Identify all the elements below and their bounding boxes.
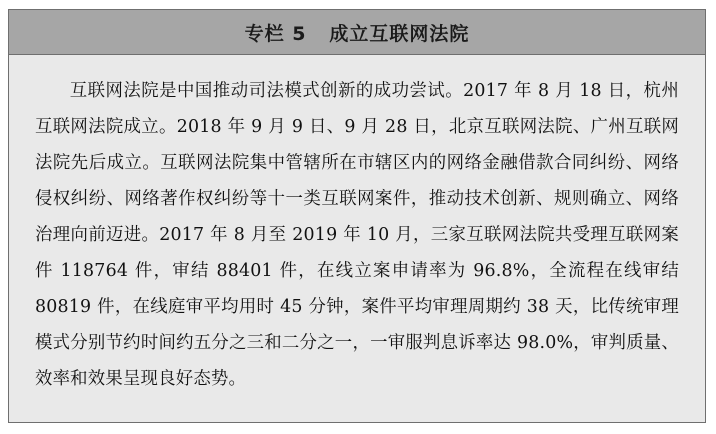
feature-box-paragraph: 互联网法院是中国推动司法模式创新的成功尝试。2017 年 8 月 18 日，杭州互联网法院成立。2018 年 9 月 9 日、9 月 28 日，北京互联网法院、广州互联网法院先后成立。互联网法院集中管辖所在市辖区内的网络金融借款合同纠纷、网络侵权纠纷、网络著作权纠纷等十一类互联网案件，推动技术创新、规则确立、网络治理向前迈进。2017 年 8 月至 2019 年 10 月，三家互联网法院共受理互联网案件 118764 件，审结 88401 件，在线立案申请率为 96.8%，全流程在线审结 80819 件，在线庭审平均用时 45 分钟，案件平均审理周期约 38 天，比传统审理模式分别节约时间约五分之三和二分之一，一审服判息诉率达 98.0%，审判质量、效率和效果呈现良好态势。 bbox=[35, 81, 679, 389]
feature-box-title: 专栏 5 成立互联网法院 bbox=[244, 22, 470, 45]
feature-box bbox=[8, 9, 706, 423]
feature-box-header bbox=[9, 10, 705, 55]
feature-box-body bbox=[9, 55, 705, 422]
